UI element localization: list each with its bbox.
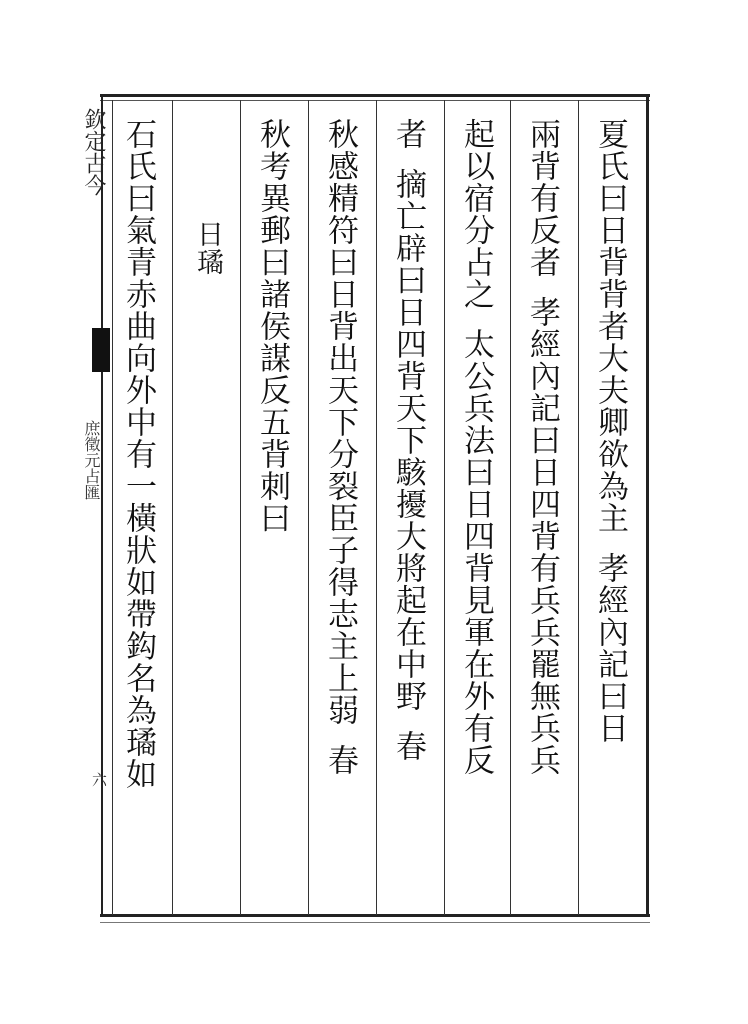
text-segment: 夏氏曰日背背者大夫卿欲為主 <box>592 118 628 534</box>
margin-rule <box>112 100 113 915</box>
frame-top-inner-rule <box>100 100 650 101</box>
text-segment: 孝經內記曰日四背有兵兵罷無兵兵 <box>524 296 560 776</box>
frame-bottom-inner-rule <box>100 922 650 923</box>
text-segment: 起以宿分占之 <box>458 118 494 310</box>
frame-top-rule <box>100 94 650 97</box>
text-segment: 日璚 <box>192 220 223 276</box>
text-column <box>456 118 496 776</box>
column-rule <box>308 100 309 915</box>
text-column <box>522 118 562 776</box>
margin-chapter-title: 庶徵元占匯 <box>82 420 101 500</box>
margin-block-mark <box>92 328 110 372</box>
text-column <box>320 118 360 776</box>
text-segment: 太公兵法曰日四背見軍在外有反 <box>458 328 494 776</box>
text-column <box>252 118 292 534</box>
text-column <box>118 118 158 790</box>
frame-right-rule <box>646 94 649 917</box>
text-segment: 春 <box>322 744 358 776</box>
column-rule <box>510 100 511 915</box>
text-segment: 石氏曰氣青赤曲向外中有一橫狀如帶鈎名為璚如 <box>120 118 156 790</box>
text-segment: 春 <box>390 730 426 762</box>
text-segment: 孝經內記曰日 <box>592 552 628 744</box>
text-segment: 兩背有反者 <box>524 118 560 278</box>
text-segment: 秋考異郵曰諸侯謀反五背刺曰 <box>254 118 290 534</box>
section-heading <box>190 220 224 276</box>
column-rule <box>578 100 579 915</box>
margin-book-title: 欽定古今 <box>81 108 106 196</box>
text-segment: 摘亡辟曰日四背天下駭擾大將起在中野 <box>390 168 426 712</box>
column-rule <box>172 100 173 915</box>
text-segment: 秋感精符曰日背出天下分裂臣子得志主上弱 <box>322 118 358 726</box>
text-segment: 者 <box>390 118 426 150</box>
frame-left-rule <box>101 94 103 917</box>
frame-bottom-rule <box>100 914 650 917</box>
text-column <box>388 118 428 762</box>
column-rule <box>376 100 377 915</box>
margin-page-number: 六 <box>90 772 108 787</box>
text-column <box>590 118 630 744</box>
column-rule <box>240 100 241 915</box>
column-rule <box>444 100 445 915</box>
